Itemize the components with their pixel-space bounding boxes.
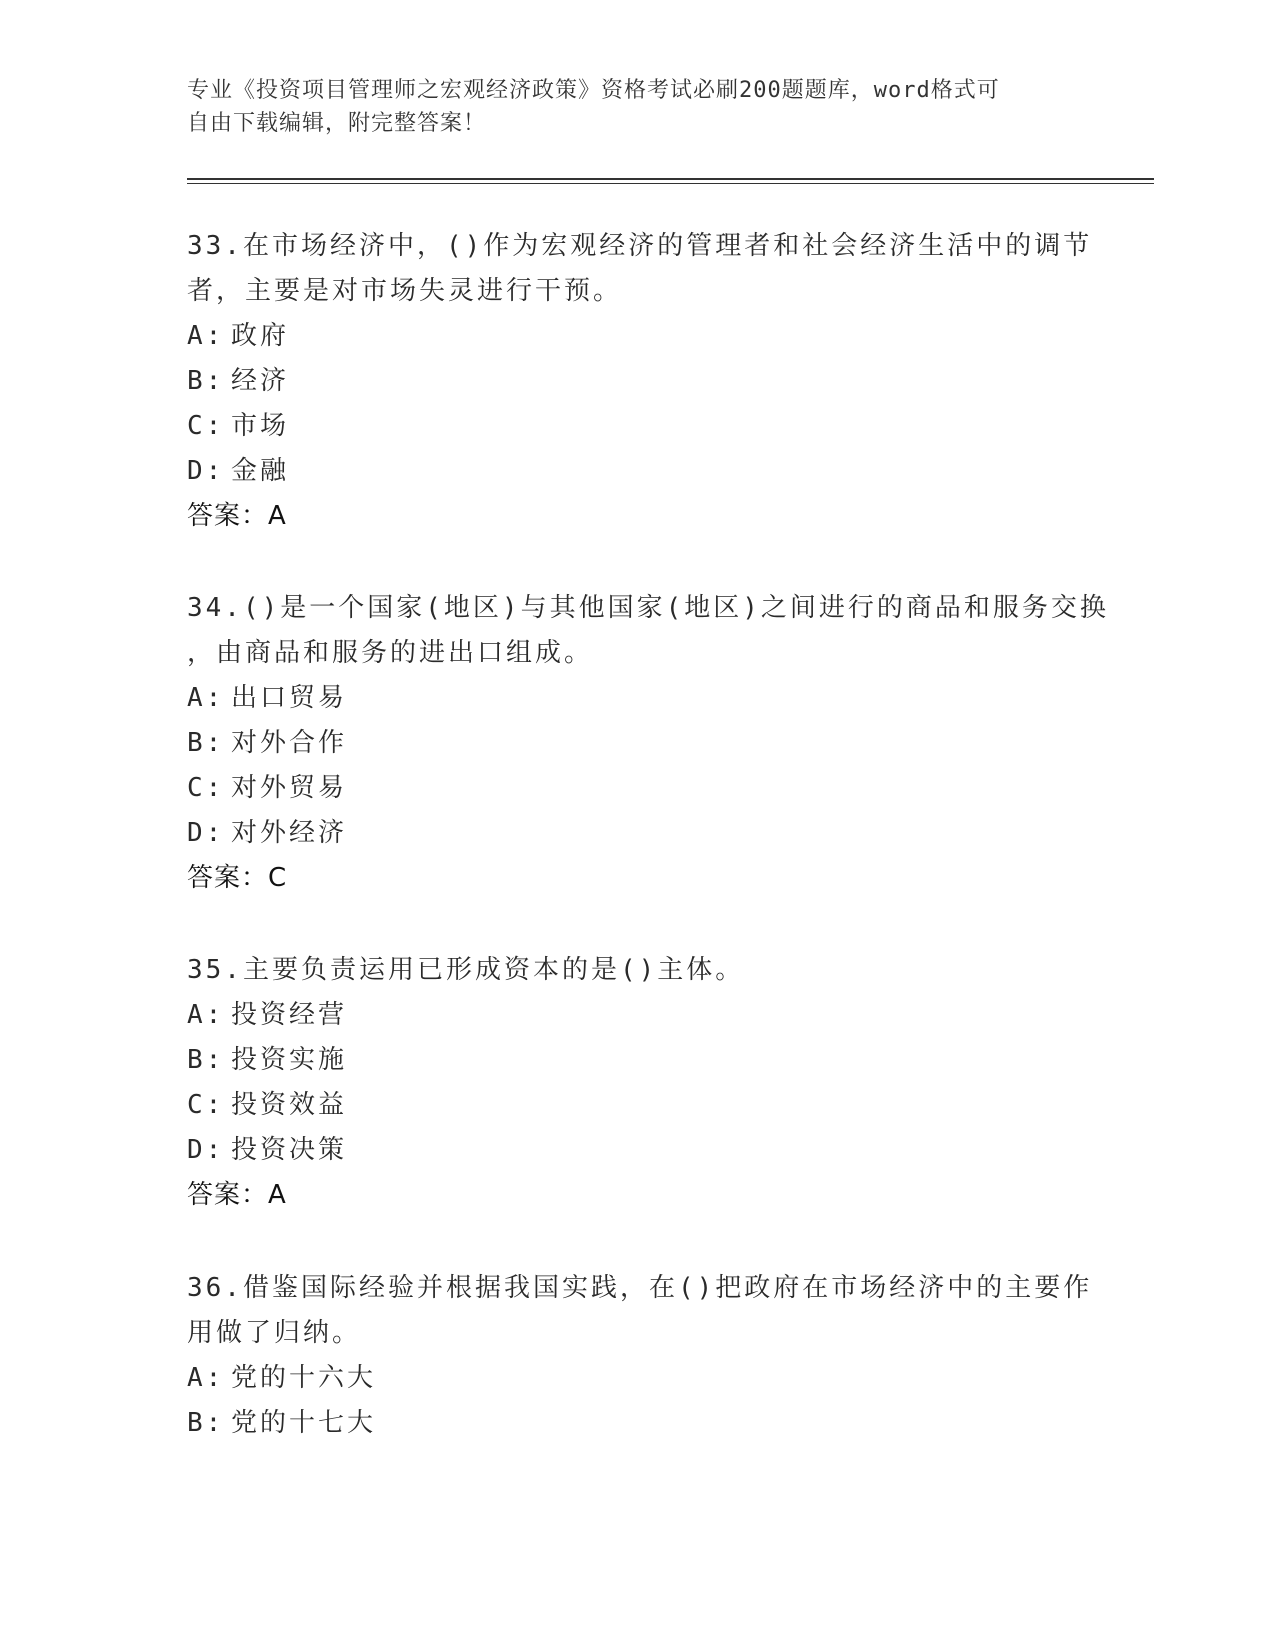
option-letter: B: [187,728,225,758]
option-text: 对外合作 [231,728,348,758]
option-text: 投资效益 [231,1090,348,1120]
option-text: 出口贸易 [231,683,348,713]
question-36 [187,1266,1093,1446]
option-text: 市场 [231,411,290,441]
answer-label: 答案：A [187,1180,287,1210]
option-letter: B: [187,366,225,396]
question-34 [187,586,1109,901]
option-text: 对外贸易 [231,773,348,803]
option-d [187,449,1087,494]
option-a [187,314,1087,359]
option-c [187,766,1087,811]
header-divider [187,178,1154,184]
option-text: 政府 [231,321,290,351]
question-stem-line: 用做了归纳。 [187,1318,362,1348]
option-letter: D: [187,456,225,486]
question-35 [187,948,1087,1218]
answer-label: 答案：C [187,863,288,893]
option-b [187,359,1087,404]
question-stem-line: 者，主要是对市场失灵进行干预。 [187,276,623,306]
option-text: 投资决策 [231,1135,348,1165]
answer-label: 答案：A [187,501,287,531]
option-a [187,1356,1087,1401]
option-a [187,993,1087,1038]
header-line-1: 专业《投资项目管理师之宏观经济政策》资格考试必刷200题题库，word格式可 [187,78,1000,103]
option-letter: C: [187,1090,225,1120]
question-33 [187,224,1093,539]
option-text: 投资经营 [231,1000,348,1030]
option-text: 党的十六大 [231,1363,377,1393]
option-a [187,676,1087,721]
option-letter: C: [187,773,225,803]
question-stem-line: 34.()是一个国家(地区)与其他国家(地区)之间进行的商品和服务交换 [187,593,1109,623]
option-b [187,721,1087,766]
option-d [187,811,1087,856]
option-letter: B: [187,1045,225,1075]
option-letter: A: [187,1000,225,1030]
question-stem-line: ，由商品和服务的进出口组成。 [187,638,594,668]
option-text: 金融 [231,456,290,486]
option-letter: A: [187,321,225,351]
option-b [187,1401,1087,1446]
option-d [187,1128,1087,1173]
option-text: 经济 [231,366,290,396]
option-letter: B: [187,1408,225,1438]
option-c [187,1083,1087,1128]
question-stem-line: 36.借鉴国际经验并根据我国实践，在()把政府在市场经济中的主要作 [187,1273,1093,1303]
option-text: 投资实施 [231,1045,348,1075]
option-letter: C: [187,411,225,441]
header-line-2: 自由下载编辑，附完整答案！ [187,111,487,136]
document-header [187,74,1067,140]
option-c [187,404,1087,449]
option-letter: A: [187,1363,225,1393]
question-stem-line: 33.在市场经济中，()作为宏观经济的管理者和社会经济生活中的调节 [187,231,1093,261]
option-b [187,1038,1087,1083]
option-letter: D: [187,818,225,848]
option-letter: D: [187,1135,225,1165]
question-stem-line: 35.主要负责运用已形成资本的是()主体。 [187,955,745,985]
option-text: 党的十七大 [231,1408,377,1438]
option-text: 对外经济 [231,818,348,848]
option-letter: A: [187,683,225,713]
